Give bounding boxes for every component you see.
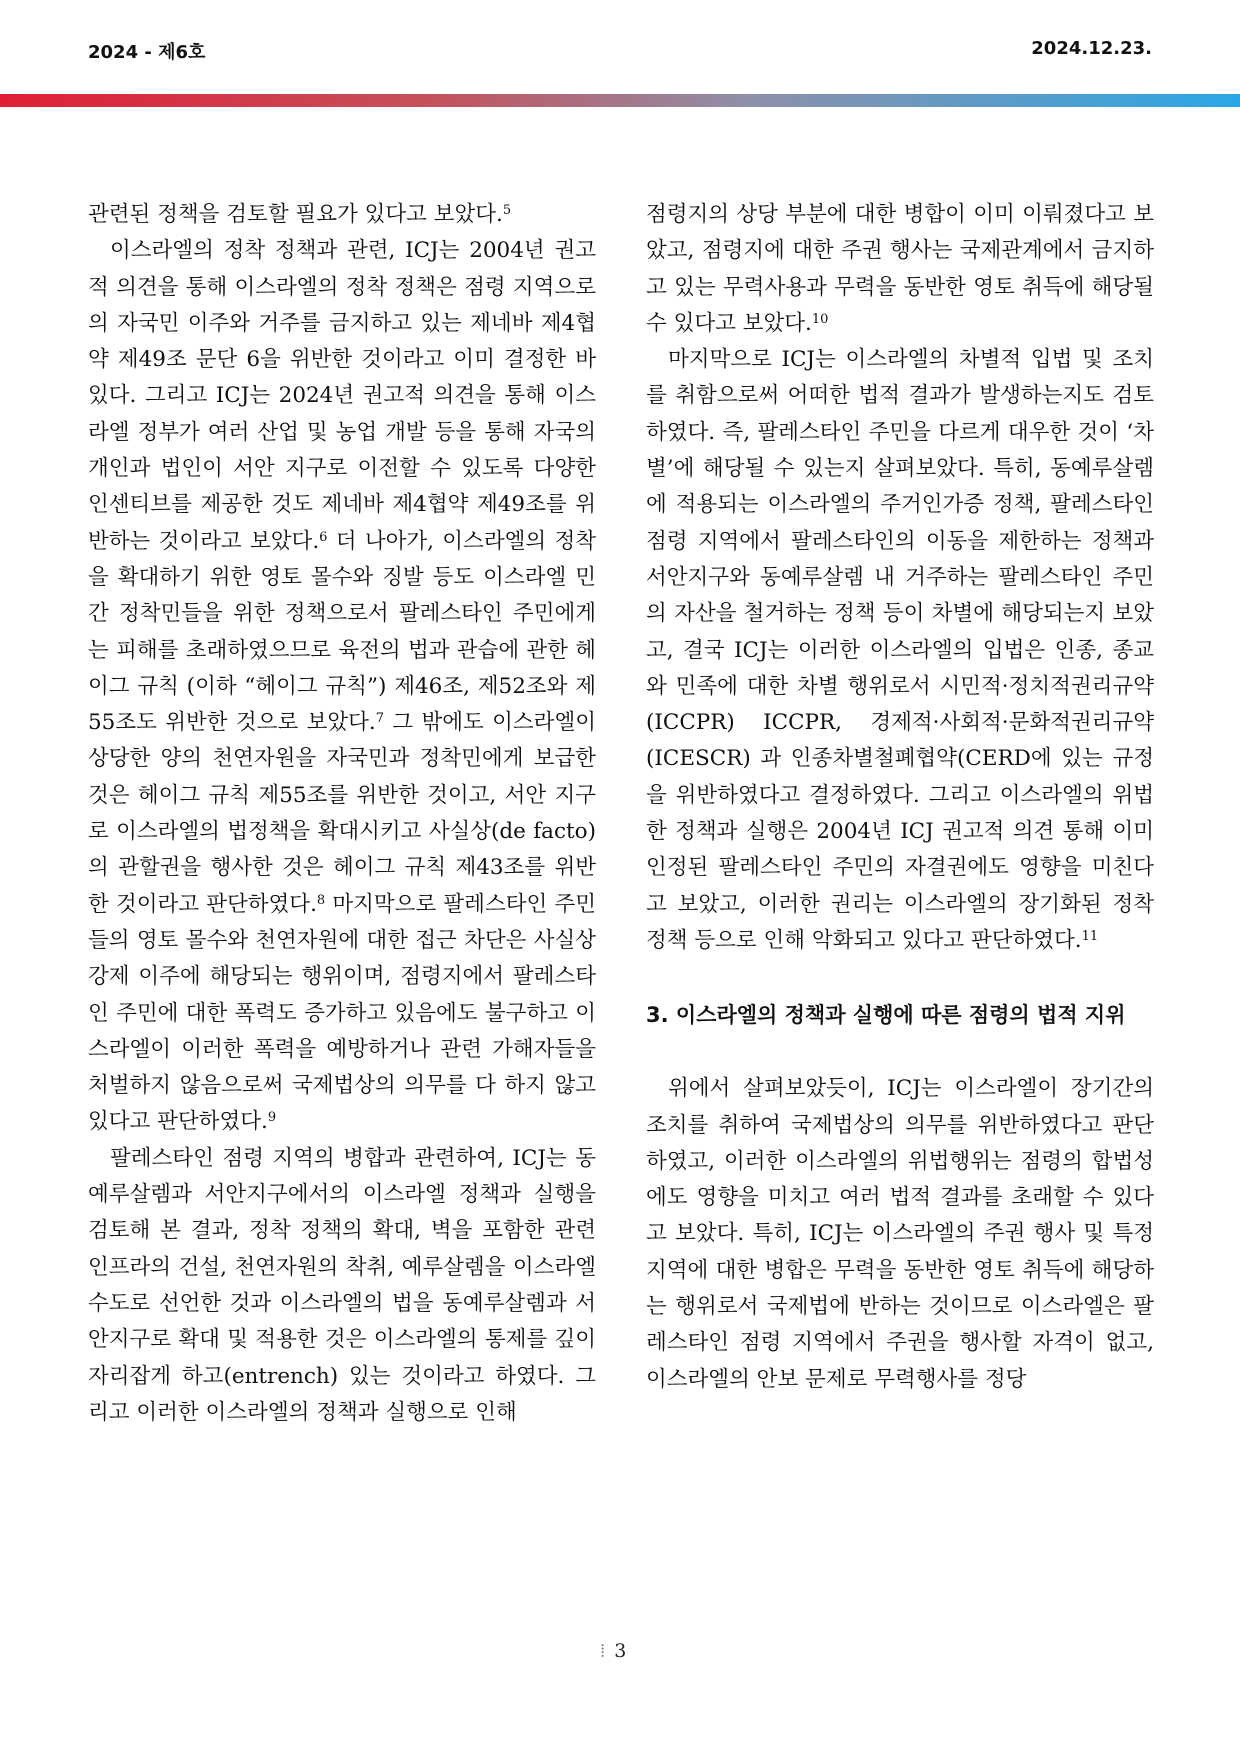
left-column <box>88 197 596 1431</box>
right-column <box>646 197 1154 1398</box>
footnote-ref[interactable]: 9 <box>267 1110 277 1126</box>
footnote-ref[interactable]: 8 <box>316 892 326 908</box>
paragraph: 관련된 정책을 검토할 필요가 있다고 보았다.$^5$ <box>88 202 512 227</box>
issue-date: 2024.12.23. <box>1031 38 1152 59</box>
footnote-ref[interactable]: 6 <box>319 529 328 545</box>
paragraph: 팔레스타인 점령 지역의 병합과 관련하여, ICJ는 동예루살렘과 서안지구에서의 이스라엘 정책과 실행을 검토해 본 결과, 정착 정책의 확대, 벽을 포함한 관련 인프라의 건설, 천연자원의 착취, 예루살렘을 이스라엘 수도로 선언한 것과 이스라엘의 법을 동예루살렘과 서안지구로 확대 및 적용한 것은 이스라엘의 통제를 깊이 자리잡게 하고(entrench) 있는 것이라고 하였다. 그리고 이러한 이스라엘의 정책과 실행으로 인해 <box>88 1145 596 1425</box>
header-gradient-rule <box>0 94 1240 107</box>
footnote-ref[interactable]: 11 <box>1081 928 1099 944</box>
footnote-ref[interactable]: 5 <box>502 203 512 218</box>
footnote-ref[interactable]: 7 <box>375 711 384 727</box>
paragraph: 점령지의 상당 부분에 대한 병합이 이미 이뤄졌다고 보았고, 점령지에 대한 주권 행사는 국제관계에서 금지하고 있는 무력사용과 무력을 동반한 영토 취득에 해당될 수 있다고 보았다.$^{10}$ <box>646 202 1154 336</box>
footer-dots-icon: ⁞ <box>600 1640 607 1662</box>
section-heading: 3. 이스라엘의 정책과 실행에 따른 점령의 법적 지위 <box>646 1003 1126 1028</box>
page-number: 3 <box>614 1640 627 1662</box>
paragraph: 위에서 살펴보았듯이, ICJ는 이스라엘이 장기간의 조치를 취하여 국제법상의 의무를 위반하였다고 판단하였고, 이러한 이스라엘의 위법행위는 점령의 합법성에도 영향을 미치고 여러 법적 결과를 초래할 수 있다고 보았다. 특히, ICJ는 이스라엘의 주권 행사 및 특정 지역에 대한 병합은 무력을 동반한 영토 취득에 해당하는 행위로서 국제법에 반하는 것이므로 이스라엘은 팔레스타인 점령 지역에서 주권을 행사할 자격이 없고, 이스라엘의 안보 문제로 무력행사를 정당 <box>646 1076 1154 1392</box>
paragraph: 이스라엘의 정착 정책과 관련, ICJ는 2004년 권고적 의견을 통해 이스라엘의 정착 정책은 점령 지역으로의 자국민 이주와 거주를 금지하고 있는 제네바 제4협약 제49조 문단 6을 위반한 것이라고 이미 결정한 바 있다. 그리고 ICJ는 2024년 권고적 의견을 통해 이스라엘 정부가 여러 산업 및 농업 개발 등을 통해 자국의 개인과 법인이 서안 지구로 이전할 수 있도록 다양한 인센티브를 제공한 것도 제네바 제4협약 제49조를 위반하는 것이라고 보았다.$^6$ 더 나아가, 이스라엘의 정착을 확대하기 위한 영토 몰수와 징발 등도 이스라엘 민간 정착민들을 위한 정책으로서 팔레스타인 주민에게는 피해를 초래하였으므로 육전의 법과 관습에 관한 헤이그 규칙 (이하 “헤이그 규칙”) 제46조, 제52조와 제55조도 위반한 것으로 보았다.$^7$ 그 밖에도 이스라엘이 상당한 양의 천연자원을 자국민과 정착민에게 보급한 것은 헤이그 규칙 제55조를 위반한 것이고, 서안 지구로 이스라엘의 법정책을 확대시키고 사실상(de facto)의 관할권을 행사한 것은 헤이그 규칙 제43조를 위반한 것이라고 판단하였다.$^8$ 마지막으로 팔레스타인 주민들의 영토 몰수와 천연자원에 대한 접근 차단은 사실상 강제 이주에 해당되는 행위이며, 점령지에서 팔레스타인 주민에 대한 폭력도 증가하고 있음에도 불구하고 이스라엘이 이러한 폭력을 예방하거나 관련 가해자들을 처벌하지 않음으로써 국제법상의 의무를 다 하지 않고 있다고 판단하였다.$^9$ <box>88 238 596 1135</box>
footnote-ref[interactable]: 10 <box>811 311 829 327</box>
paragraph: 마지막으로 ICJ는 이스라엘의 차별적 입법 및 조치를 취함으로써 어떠한 법적 결과가 발생하는지도 검토하였다. 즉, 팔레스타인 주민을 다르게 대우한 것이 ‘차별’에 해당될 수 있는지 살펴보았다. 특히, 동예루살렘에 적용되는 이스라엘의 주거인가증 정책, 팔레스타인 점령 지역에서 팔레스타인의 이동을 제한하는 정책과 서안지구와 동예루살렘 내 거주하는 팔레스타인 주민의 자산을 철거하는 정책 등이 차별에 해당되는지 보았고, 결국 ICJ는 이러한 이스라엘의 입법은 인종, 종교와 민족에 대한 차별 행위로서 시민적·정치적권리규약(ICCPR) ICCPR, 경제적·사회적·문화적권리규약(ICESCR) 과 인종차별철폐협약(CERD에 있는 규정을 위반하였다고 결정하였다. 그리고 이스라엘의 위법한 정책과 실행은 2004년 ICJ 권고적 의견 통해 이미 인정된 팔레스타인 주민의 자결권에도 영향을 미친다고 보았고, 이러한 권리는 이스라엘의 장기화된 정착 정책 등으로 인해 악화되고 있다고 판단하였다.$^{11}$ <box>646 347 1154 953</box>
issue-number: 2024 - 제6호 <box>88 42 206 63</box>
page-footer <box>600 1640 626 1663</box>
